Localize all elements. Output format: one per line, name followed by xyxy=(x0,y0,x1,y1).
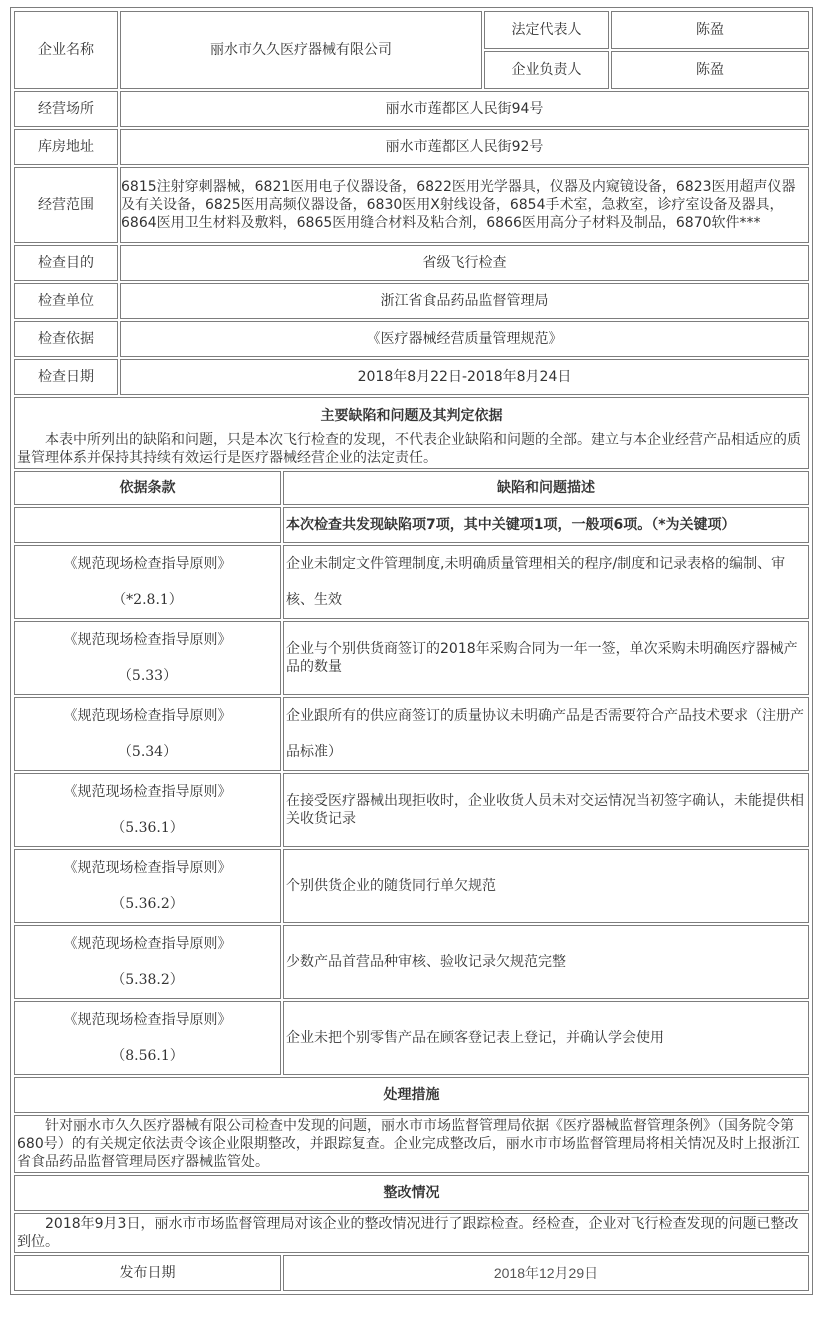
site: 丽水市莲都区人民街94号 xyxy=(120,91,809,127)
principal: 陈盈 xyxy=(611,51,809,89)
purpose-label: 检查目的 xyxy=(14,245,118,281)
defect-basis xyxy=(14,849,281,923)
basis-clause: （5.36.2） xyxy=(111,896,184,912)
inspection-date: 2018年8月22日-2018年8月24日 xyxy=(120,359,809,395)
rectification-title: 整改情况 xyxy=(14,1175,809,1211)
column-header-description: 缺陷和问题描述 xyxy=(283,471,809,505)
defect-basis xyxy=(14,545,281,619)
summary-empty-cell xyxy=(14,507,281,543)
defect-row xyxy=(14,773,809,847)
basis-document: 《规范现场检查指导原则》 xyxy=(63,708,232,724)
basis-clause: （5.33） xyxy=(117,668,178,684)
unit-label: 检查单位 xyxy=(14,283,118,319)
defect-summary: 本次检查共发现缺陷项7项，其中关键项1项，一般项6项。（*为关键项） xyxy=(283,507,809,543)
warehouse: 丽水市莲都区人民街92号 xyxy=(120,129,809,165)
company-name-label: 企业名称 xyxy=(14,11,118,89)
defect-description: 企业未把个别零售产品在顾客登记表上登记，并确认学会使用 xyxy=(283,1001,809,1075)
inspection-purpose: 省级飞行检查 xyxy=(120,245,809,281)
inspection-basis: 《医疗器械经营质量管理规范》 xyxy=(120,321,809,357)
defect-description: 个别供货企业的随货同行单欠规范 xyxy=(283,849,809,923)
defect-description: 少数产品首营品种审核、验收记录欠规范完整 xyxy=(283,925,809,999)
rectification-text: 2018年9月3日，丽水市市场监督管理局对该企业的整改情况进行了跟踪检查。经检查，企业对飞行检查发现的问题已整改到位。 xyxy=(14,1213,809,1253)
basis-document: 《规范现场检查指导原则》 xyxy=(63,784,232,800)
defect-row xyxy=(14,545,809,619)
measures-text: 针对丽水市久久医疗器械有限公司检查中发现的问题，丽水市市场监督管理局依据《医疗器械监督管理条例》（国务院令第680号）的有关规定依法责令该企业限期整改，并跟踪复查。企业完成整改后，丽水市市场监督管理局将相关情况及时上报浙江省食品药品监督管理局医疗器械监管处。 xyxy=(14,1115,809,1173)
scope-label: 经营范围 xyxy=(14,167,118,243)
basis-label: 检查依据 xyxy=(14,321,118,357)
company-name: 丽水市久久医疗器械有限公司 xyxy=(120,11,482,89)
basis-clause: （5.36.1） xyxy=(111,820,184,836)
defect-description: 企业跟所有的供应商签订的质量协议未明确产品是否需要符合产品技术要求（注册产品标准） xyxy=(283,697,809,771)
defect-basis xyxy=(14,621,281,695)
inspection-report-table xyxy=(12,9,811,1293)
defect-description: 企业与个别供货商签订的2018年采购合同为一年一签，单次采购未明确医疗器械产品的数量 xyxy=(283,621,809,695)
problems-note: 本表中所列出的缺陷和问题，只是本次飞行检查的发现，不代表企业缺陷和问题的全部。建立与本企业经营产品相适应的质量管理体系并保持其持续有效运行是医疗器械经营企业的法定责任。 xyxy=(17,432,801,466)
principal-label: 企业负责人 xyxy=(484,51,609,89)
inspection-unit: 浙江省食品药品监督管理局 xyxy=(120,283,809,319)
defect-row xyxy=(14,925,809,999)
basis-clause: （5.38.2） xyxy=(111,972,184,988)
legal-rep: 陈盈 xyxy=(611,11,809,49)
column-header-basis: 依据条款 xyxy=(14,471,281,505)
basis-document: 《规范现场检查指导原则》 xyxy=(63,936,232,952)
basis-clause: （*2.8.1） xyxy=(112,592,183,608)
basis-document: 《规范现场检查指导原则》 xyxy=(63,632,232,648)
basis-document: 《规范现场检查指导原则》 xyxy=(63,1012,232,1028)
defect-basis xyxy=(14,697,281,771)
basis-document: 《规范现场检查指导原则》 xyxy=(63,860,232,876)
business-scope: 6815注射穿刺器械，6821医用电子仪器设备，6822医用光学器具，仪器及内窥镜设备，6823医用超声仪器及有关设备，6825医用高频仪器设备，6830医用X射线设备，6854手术室，急救室，诊疗室设备及器具，6864医用卫生材料及敷料，6865医用缝合材料及粘合剂，6866医用高分子材料及制品，6870软件*** xyxy=(120,167,809,243)
defect-row xyxy=(14,1001,809,1075)
basis-clause: （8.56.1） xyxy=(111,1048,184,1064)
site-label: 经营场所 xyxy=(14,91,118,127)
date-label: 检查日期 xyxy=(14,359,118,395)
basis-document: 《规范现场检查指导原则》 xyxy=(63,556,232,572)
defect-basis xyxy=(14,773,281,847)
defect-row xyxy=(14,697,809,771)
defect-description: 在接受医疗器械出现拒收时，企业收货人员未对交运情况当初签字确认，未能提供相关收货记录 xyxy=(283,773,809,847)
defect-basis xyxy=(14,925,281,999)
basis-clause: （5.34） xyxy=(117,744,178,760)
measures-title: 处理措施 xyxy=(14,1077,809,1113)
problems-title: 主要缺陷和问题及其判定依据 xyxy=(320,408,503,424)
publish-date: 2018年12月29日 xyxy=(283,1255,809,1291)
defect-basis xyxy=(14,1001,281,1075)
defect-description: 企业未制定文件管理制度,未明确质量管理相关的程序/制度和记录表格的编制、审核、生效 xyxy=(283,545,809,619)
legal-rep-label: 法定代表人 xyxy=(484,11,609,49)
defect-row xyxy=(14,621,809,695)
publish-date-label: 发布日期 xyxy=(14,1255,281,1291)
warehouse-label: 库房地址 xyxy=(14,129,118,165)
problems-section xyxy=(14,397,809,469)
inspection-report-frame xyxy=(10,7,813,1295)
defect-row xyxy=(14,849,809,923)
